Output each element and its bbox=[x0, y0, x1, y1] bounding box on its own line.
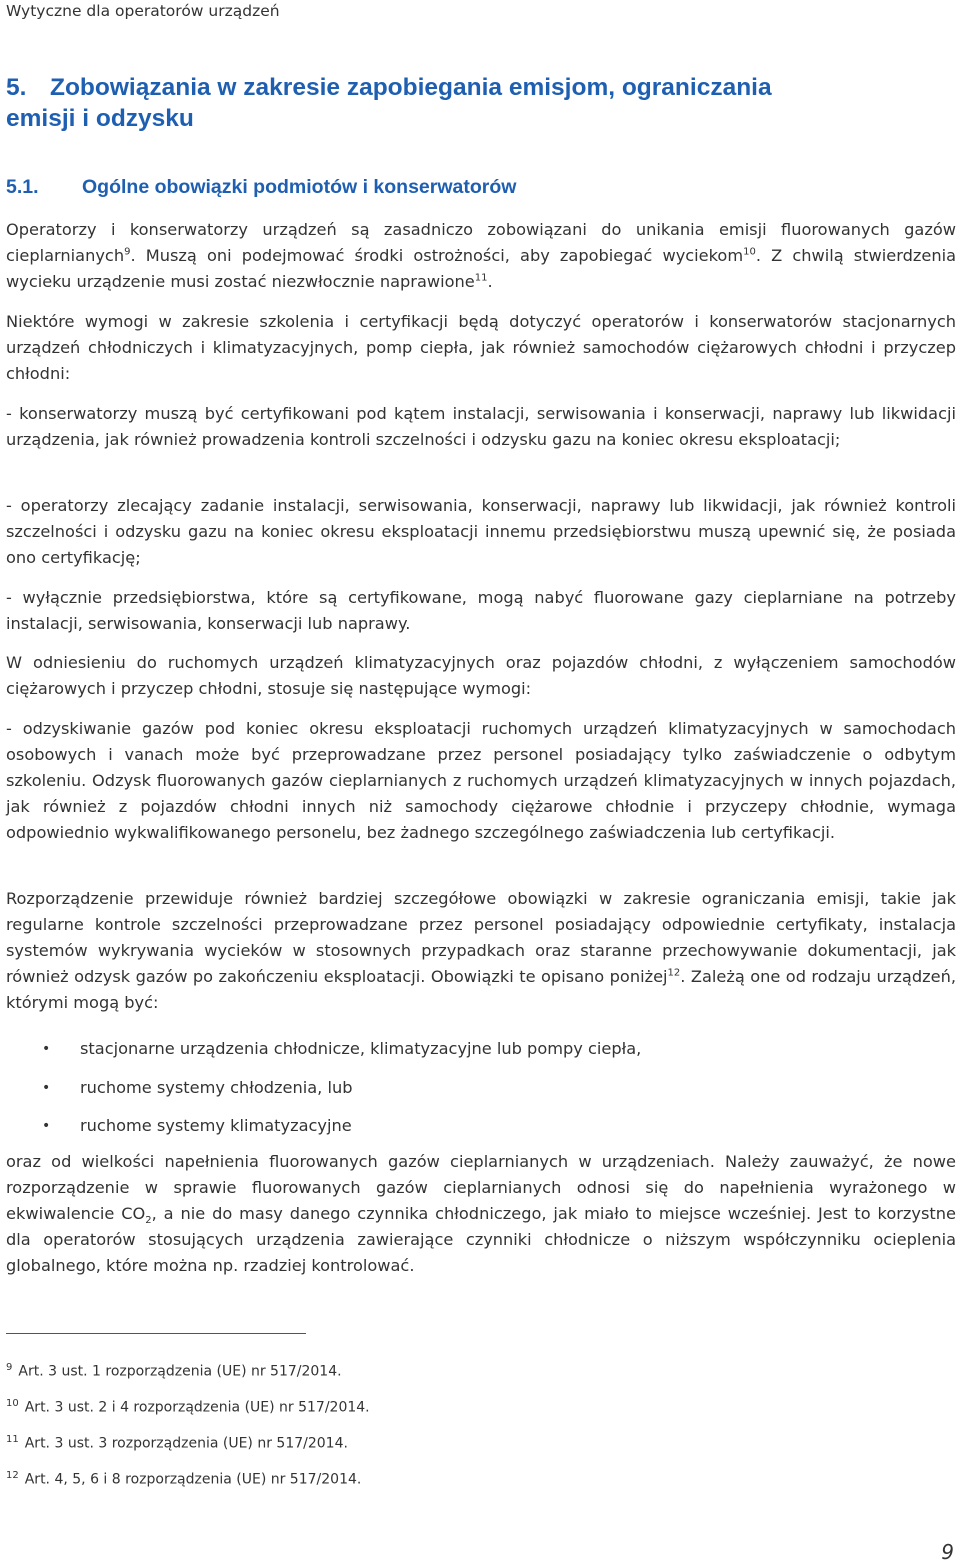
footnote-10 bbox=[6, 1398, 370, 1416]
p9-text-a: oraz od wielkości napełnienia fluorowanych gazów cieplarnianych w urządzeniach. Należy zauważyć, że nowe rozporządzenie w sprawie fluorowanych gazów cieplarnianych odnosi się do napełnienia wyrażonego w ekwiwalencie CO bbox=[6, 1152, 956, 1223]
paragraph-operators-outsourcing: - operatorzy zlecający zadanie instalacji, serwisowania, konserwacji, naprawy lub likwidacji, jak również kontroli szczelności i odzysku gazu na koniec okresu eksploatacji innemu przedsiębiorstwu muszą upewnić się, że posiada ono certyfikację; bbox=[6, 496, 956, 567]
list-item bbox=[6, 1069, 906, 1108]
footnote-ref-12[interactable]: 12 bbox=[667, 967, 681, 979]
paragraph-maintainers-certification: - konserwatorzy muszą być certyfikowani pod kątem instalacji, serwisowania i konserwacji, naprawy lub likwidacji urządzenia, jak również prowadzenia kontroli szczelności i odzysku gazu na koniec okresu eksploatacji; bbox=[6, 404, 956, 449]
paragraph-mobile-equipment: W odniesieniu do ruchomych urządzeń klimatyzacyjnych oraz pojazdów chłodni, z wyłączeniem samochodów ciężarowych i przyczep chłodni, stosuje się następujące wymogi: bbox=[6, 653, 956, 698]
footnote-mark: 10 bbox=[6, 1398, 19, 1409]
section-title-line1: Zobowiązania w zakresie zapobiegania emisjom, ograniczania bbox=[50, 74, 772, 101]
p8-text-a: Rozporządzenie przewiduje również bardziej szczegółowe obowiązki w zakresie ograniczania emisji, takie jak regularne kontrole szczelności przeprowadzane przez personel posiadający odpowiednie certyfikaty, instalacja systemów wykrywania wycieków w stosownych przypadkach oraz staranne przechowywanie dokumentacji, jak również odzysk gazów po zakończeniu eksploatacji. Obowiązki te opisano poniżej bbox=[6, 889, 956, 986]
paragraph-training-requirements: Niektóre wymogi w zakresie szkolenia i certyfikacji będą dotyczyć operatorów i konserwatorów stacjonarnych urządzeń chłodniczych i klimatyzacyjnych, pomp ciepła, jak również samochodów ciężarowych chłodni i przyczep chłodni: bbox=[6, 312, 956, 383]
footnote-mark: 11 bbox=[6, 1434, 19, 1445]
list-item-text: ruchome systemy klimatyzacyjne bbox=[80, 1116, 352, 1135]
subsection-title: Ogólne obowiązki podmiotów i konserwatorów bbox=[82, 176, 517, 198]
equipment-type-list bbox=[6, 1030, 906, 1146]
footnote-ref-11[interactable]: 11 bbox=[474, 272, 488, 284]
footnote-ref-10[interactable]: 10 bbox=[743, 246, 756, 258]
p1-text-b: . Muszą oni podejmować środki ostrożności, aby zapobiegać wyciekom bbox=[130, 246, 744, 265]
section-heading bbox=[6, 72, 946, 134]
footnote-mark: 9 bbox=[6, 1362, 13, 1373]
bullet-icon: • bbox=[42, 1079, 51, 1096]
footnote-text: Art. 3 ust. 3 rozporządzenia (UE) nr 517/2014. bbox=[24, 1435, 348, 1452]
footnote-text: Art. 4, 5, 6 i 8 rozporządzenia (UE) nr 517/2014. bbox=[24, 1471, 362, 1488]
paragraph-regulation-obligations bbox=[6, 886, 956, 1016]
list-item-text: ruchome systemy chłodzenia, lub bbox=[80, 1077, 353, 1097]
p1-text-a: Operatorzy i konserwatorzy urządzeń są zasadniczo zobowiązani do unikania emisji fluorowanych gazów cieplarnianych bbox=[6, 220, 956, 265]
footnote-12 bbox=[6, 1470, 361, 1488]
section-number: 5. bbox=[6, 74, 27, 101]
co2-subscript: 2 bbox=[145, 1215, 152, 1227]
p1-text-d: . bbox=[487, 272, 493, 291]
footnote-divider bbox=[6, 1333, 306, 1334]
footnote-9 bbox=[6, 1362, 342, 1380]
footnote-ref-9[interactable]: 9 bbox=[124, 246, 131, 258]
p1-text-c: . Z chwilą stwierdzenia wycieku urządzenie musi zostać niezwłocznie naprawione bbox=[6, 246, 956, 291]
paragraph-obligations bbox=[6, 217, 956, 295]
subsection-number: 5.1. bbox=[6, 176, 39, 198]
list-item-text: stacjonarne urządzenia chłodnicze, klimatyzacyjne lub pompy ciepła, bbox=[80, 1039, 642, 1058]
footnote-text: Art. 3 ust. 2 i 4 rozporządzenia (UE) nr 517/2014. bbox=[24, 1399, 370, 1416]
list-item bbox=[6, 1030, 906, 1069]
subsection-heading bbox=[6, 176, 516, 199]
paragraph-gas-recovery: - odzyskiwanie gazów pod koniec okresu eksploatacji ruchomych urządzeń klimatyzacyjnych w samochodach osobowych i vanach może być przeprowadzane przez personel posiadający tylko zaświadczenie o odbytym szkoleniu. Odzysk fluorowanych gazów cieplarnianych z ruchomych urządzeń klimatyzacyjnych w innych pojazdach, jak również z pojazdów chłodni innych niż samochody ciężarowe chłodnie i przyczepy chłodnie, wymaga odpowiednio wykwalifikowanego personelu, bez żadnego szczególnego zaświadczenia lub certyfikacji. bbox=[6, 719, 956, 842]
running-header: Wytyczne dla operatorów urządzeń bbox=[6, 2, 280, 20]
paragraph-certified-purchase: - wyłącznie przedsiębiorstwa, które są certyfikowane, mogą nabyć fluorowane gazy cieplarniane na potrzeby instalacji, serwisowania, konserwacji lub naprawy. bbox=[6, 588, 956, 633]
p9-text-b: , a nie do masy danego czynnika chłodniczego, jak miało to miejsce wcześniej. Jest to korzystne dla operatorów stosujących urządzenia zawierające czynniki chłodnicze o niższym współczynniku ocieplenia globalnego, które można np. rzadziej kontrolować. bbox=[6, 1204, 956, 1275]
list-item bbox=[6, 1107, 906, 1146]
footnote-text: Art. 3 ust. 1 rozporządzenia (UE) nr 517/2014. bbox=[18, 1363, 342, 1380]
footnote-11 bbox=[6, 1434, 348, 1452]
bullet-icon: • bbox=[42, 1118, 51, 1134]
bullet-icon: • bbox=[42, 1041, 51, 1057]
page-number: 9 bbox=[941, 1540, 954, 1564]
p8-text-b: . Zależą one od rodzaju urządzeń, którymi mogą być: bbox=[6, 967, 956, 1012]
paragraph-charge-size bbox=[6, 1149, 956, 1279]
footnote-mark: 12 bbox=[6, 1470, 19, 1481]
section-title-line2: emisji i odzysku bbox=[6, 105, 194, 132]
